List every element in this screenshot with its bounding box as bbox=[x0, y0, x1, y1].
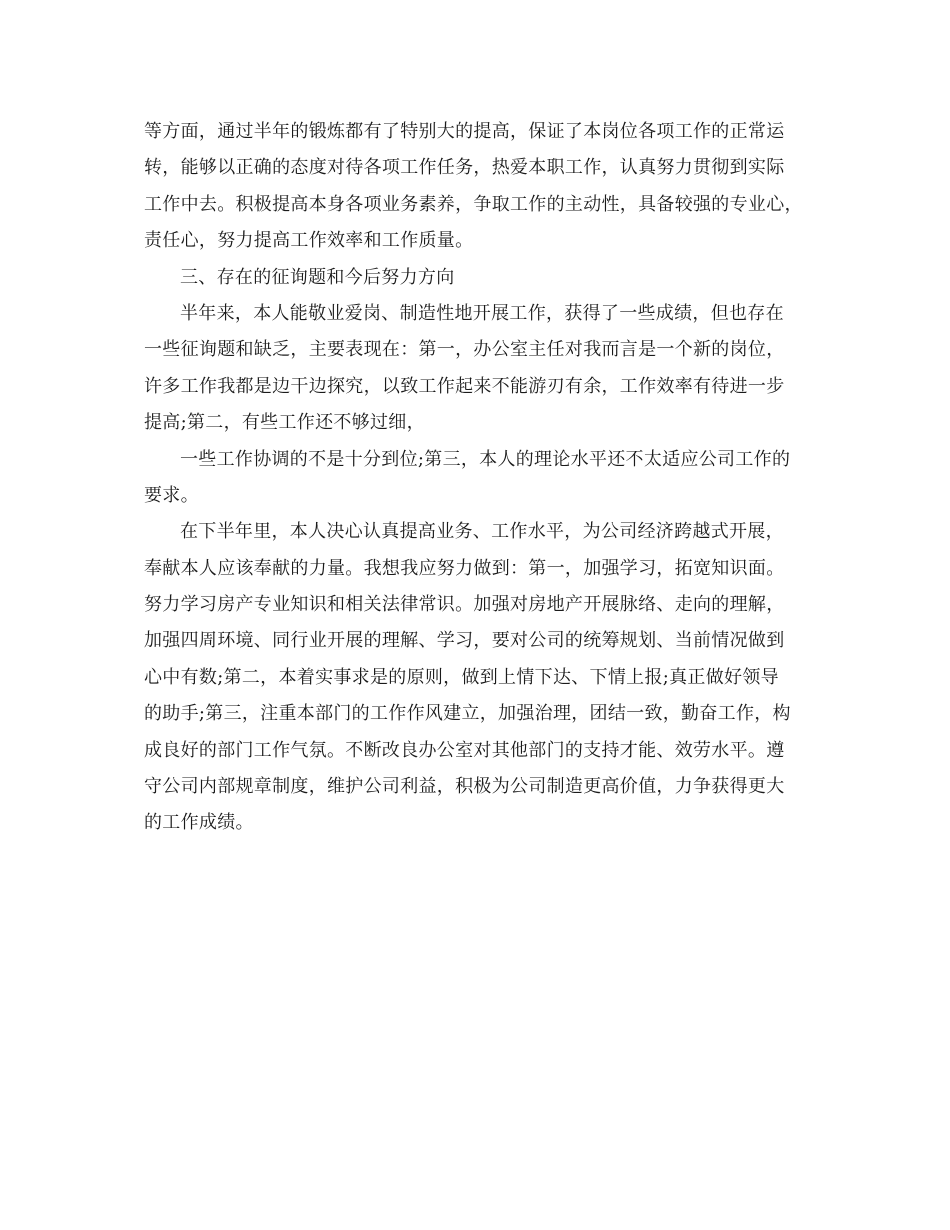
section-heading: 三、存在的征询题和今后努力方向 bbox=[180, 266, 455, 288]
text-line: 提高;第二，有些工作还不够过细， bbox=[144, 412, 425, 434]
text-line: 要求。 bbox=[144, 484, 199, 506]
text-line: 守公司内部规章制度，维护公司利益，积极为公司制造更高价值，力争获得更大 bbox=[144, 776, 785, 798]
text-line: 在下半年里，本人决心认真提高业务、工作水平，为公司经济跨越式开展， bbox=[180, 521, 784, 543]
text-line: 加强四周环境、同行业开展的理解、学习，要对公司的统筹规划、当前情况做到 bbox=[144, 630, 785, 652]
text-line: 的工作成绩。 bbox=[144, 812, 254, 834]
text-line: 半年来，本人能敬业爱岗、制造性地开展工作，获得了一些成绩，但也存在 bbox=[180, 302, 784, 324]
text-line: 一些征询题和缺乏，主要表现在：第一，办公室主任对我而言是一个新的岗位， bbox=[144, 339, 785, 361]
text-line: 努力学习房产专业知识和相关法律常识。加强对房地产开展脉络、走向的理解， bbox=[144, 594, 785, 616]
text-line: 奉献本人应该奉献的力量。我想我应努力做到：第一，加强学习，拓宽知识面。 bbox=[144, 557, 785, 579]
text-line: 转，能够以正确的态度对待各项工作任务，热爱本职工作，认真努力贯彻到实际 bbox=[144, 157, 785, 179]
text-line: 的助手;第三，注重本部门的工作作风建立，加强治理，团结一致，勤奋工作，构 bbox=[144, 703, 791, 725]
text-line: 成良好的部门工作气氛。不断改良办公室对其他部门的支持才能、效劳水平。遵 bbox=[144, 739, 785, 761]
text-line: 工作中去。积极提高本身各项业务素养，争取工作的主动性，具备较强的专业心， bbox=[144, 193, 803, 215]
text-line: 一些工作协调的不是十分到位;第三，本人的理论水平还不太适应公司工作的 bbox=[180, 448, 791, 470]
text-line: 许多工作我都是边干边探究，以致工作起来不能游刃有余，工作效率有待进一步 bbox=[144, 375, 785, 397]
text-line: 等方面，通过半年的锻炼都有了特别大的提高，保证了本岗位各项工作的正常运 bbox=[144, 121, 785, 142]
document-body bbox=[144, 114, 808, 842]
text-line: 责任心，努力提高工作效率和工作质量。 bbox=[144, 230, 474, 252]
text-line: 心中有数;第二，本着实事求是的原则，做到上情下达、下情上报;真正做好领导 bbox=[144, 666, 779, 688]
